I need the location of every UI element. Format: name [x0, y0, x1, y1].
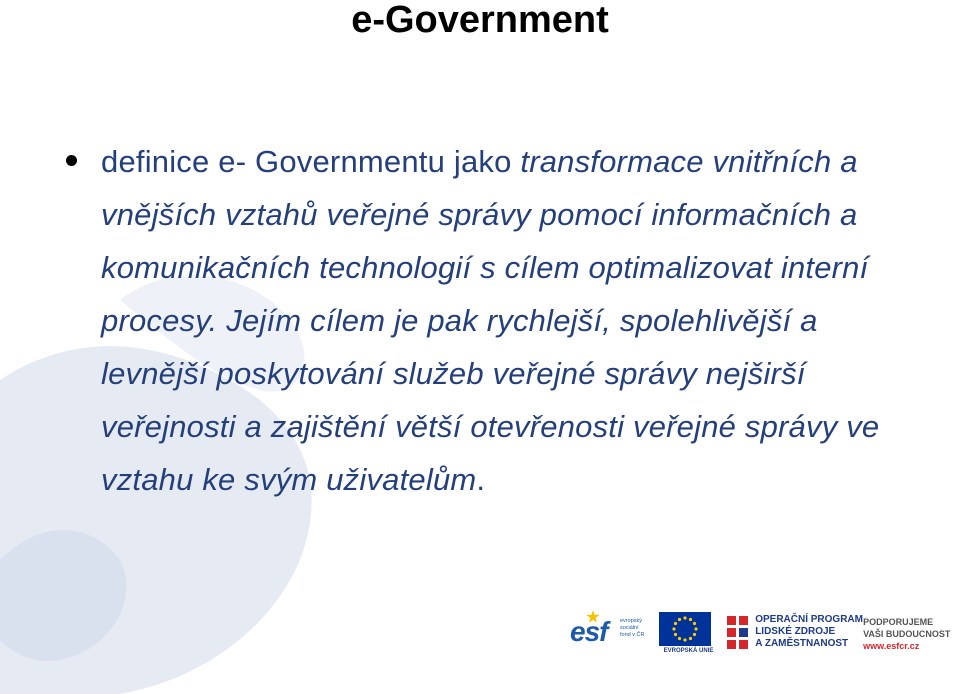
esf-logo-mark: esf [570, 616, 608, 647]
esf-caption-line-3: fond v ČR [620, 632, 645, 638]
bullet-text-end: . [476, 462, 486, 497]
esf-caption-line-2: sociální [620, 625, 639, 631]
eu-flag-icon [659, 612, 711, 646]
esf-logo-caption [620, 618, 654, 639]
bullet-dot [66, 155, 77, 166]
op-line-3: A ZAMĚSTNANOST [755, 638, 849, 649]
esf-logo [570, 610, 649, 658]
op-lzz-text [755, 614, 863, 650]
bullet-text-lead: definice e- Governmentu jako [101, 144, 512, 179]
funding-logo-bar [570, 608, 960, 660]
future-text [863, 616, 960, 652]
eu-logo-caption: EVROPSKÁ UNIE [663, 648, 714, 654]
future-line-1: PODPORUJEME [863, 617, 934, 627]
future-website: www.esfcr.cz [863, 641, 920, 651]
future-logo [863, 610, 960, 658]
op-line-2: LIDSKÉ ZDROJE [755, 626, 836, 637]
esf-caption-line-1: evropský [620, 618, 643, 624]
eu-logo [653, 610, 725, 658]
bullet-item [101, 135, 931, 506]
op-lzz-logo [727, 610, 863, 658]
op-line-1: OPERAČNÍ PROGRAM [755, 614, 863, 625]
bullet-text-definition: transformace vnitřních a vnějších vztahů veřejné správy pomocí informačních a komunikačních technologií s cílem optimalizovat interní procesy. Jejím cílem je pak rychlejší, spolehlivější a levnější poskytování služeb veřejné správy nejširší veřejnosti a zajištění větší otevřenosti veřejné správy ve vztahu ke svým uživatelům [101, 144, 880, 497]
slide-title: e-Government [351, 0, 609, 41]
op-lzz-emblem-icon [727, 616, 749, 652]
future-line-2: VAŠI BUDOUCNOST [863, 629, 951, 639]
